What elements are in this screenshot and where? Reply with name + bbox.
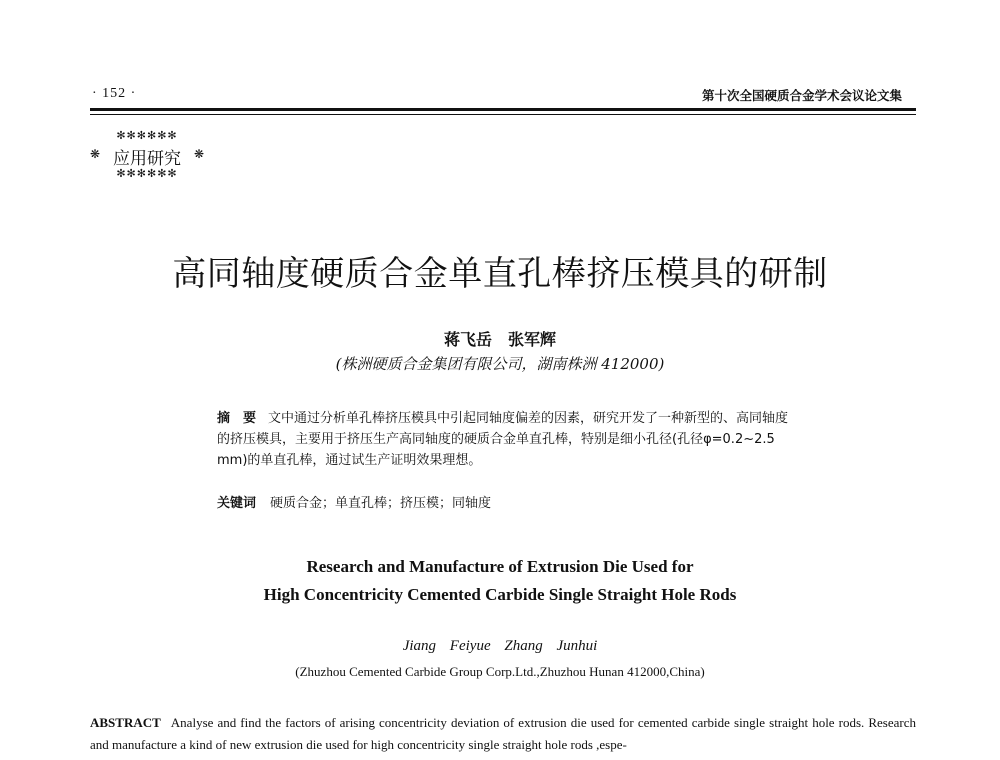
section-stars-bottom: ✻✻✻✻✻✻ bbox=[116, 167, 178, 180]
english-affiliation: (Zhuzhou Cemented Carbide Group Corp.Ltd.,Zhuzhou Hunan 412000,China) bbox=[295, 664, 705, 679]
header-rule-thick bbox=[90, 108, 916, 111]
section-box bbox=[88, 130, 206, 180]
chinese-abstract-text: 文中通过分析单孔棒挤压模具中引起同轴度偏差的因素，研究开发了一种新型的、高同轴度的挤压模具，主要用于挤压生产高同轴度的硬质合金单直孔棒，特别是细小孔径(孔径φ=0.2~2.5 mm)的单直孔棒，通过试生产证明效果理想。 bbox=[217, 411, 789, 468]
english-abstract-text: Analyse and find the factors of arising concentricity deviation of extrusion die used for cemented carbide single straight hole rods. Research and manufacture a kind of new extrusion die used for high concentricity single straight hole rods ,espe- bbox=[90, 715, 916, 752]
english-authors: Jiang Feiyue Zhang Junhui bbox=[402, 638, 598, 654]
chinese-title: 高同轴度硬质合金单直孔棒挤压模具的研制 bbox=[172, 254, 828, 294]
english-title-line-1: Research and Manufacture of Extrusion Die Used for bbox=[306, 557, 694, 576]
chinese-abstract-label: 摘 要 bbox=[217, 411, 257, 426]
english-abstract-label: ABSTRACT bbox=[90, 715, 161, 730]
page-number: · 152 · bbox=[92, 86, 137, 101]
chinese-abstract bbox=[217, 408, 797, 471]
chinese-authors: 蒋飞岳 张军辉 bbox=[443, 330, 556, 349]
section-ornament-left: ❋ bbox=[90, 147, 101, 161]
chinese-keywords-text: 硬质合金；单直孔棒；挤压模；同轴度 bbox=[270, 496, 492, 511]
section-ornament-right: ❋ bbox=[193, 147, 204, 161]
running-header: 第十次全国硬质合金学术会议论文集 bbox=[701, 88, 902, 103]
section-stars-top: ✻✻✻✻✻✻ bbox=[116, 129, 178, 142]
chinese-affiliation: (株洲硬质合金集团有限公司，湖南株洲 412000) bbox=[335, 355, 665, 373]
section-label: 应用研究 bbox=[113, 149, 181, 169]
chinese-keywords-label: 关键词 bbox=[217, 496, 257, 511]
english-abstract bbox=[90, 712, 916, 756]
english-title bbox=[0, 553, 1000, 609]
chinese-keywords bbox=[217, 492, 797, 511]
english-title-line-2: High Concentricity Cemented Carbide Single Straight Hole Rods bbox=[263, 585, 737, 604]
header-rule-thin bbox=[90, 114, 916, 115]
